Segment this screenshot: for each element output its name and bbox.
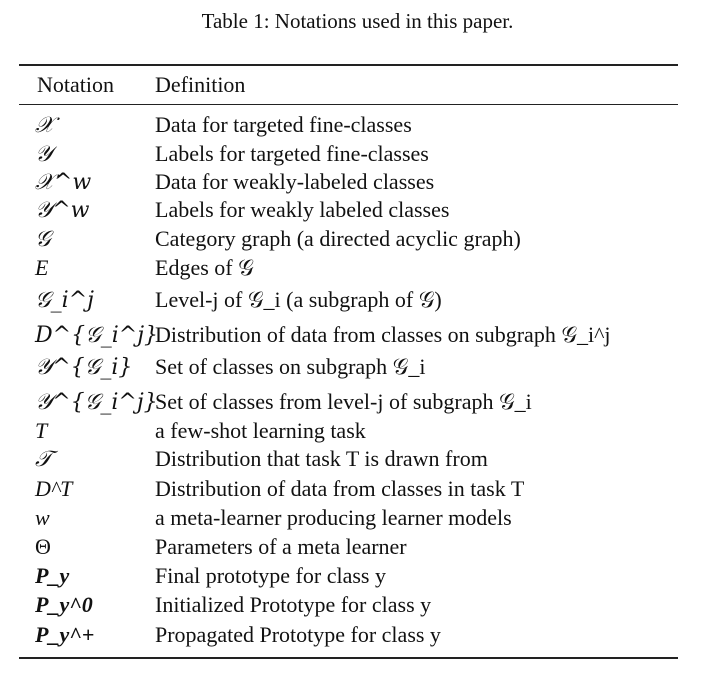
table-row bbox=[0, 622, 715, 652]
table-row bbox=[0, 476, 715, 506]
definition-cell: a meta-learner producing learner models bbox=[155, 505, 512, 530]
table-row bbox=[0, 287, 715, 317]
table-row bbox=[0, 592, 715, 622]
table-row bbox=[0, 112, 715, 142]
table-row bbox=[0, 197, 715, 227]
definition-cell: Distribution of data from classes on subgraph 𝒢_i^j bbox=[155, 322, 611, 347]
notation-cell: 𝒴^{𝒢_i^j} bbox=[35, 390, 158, 415]
notation-cell: E bbox=[35, 255, 49, 280]
definition-cell: Distribution that task T is drawn from bbox=[155, 446, 488, 471]
notation-cell: 𝒳 bbox=[35, 113, 54, 138]
table-row bbox=[0, 389, 715, 419]
notation-cell: 𝒴 bbox=[35, 142, 53, 167]
header-definition: Definition bbox=[155, 72, 246, 97]
definition-cell: Final prototype for class y bbox=[155, 563, 386, 588]
table-row bbox=[0, 505, 715, 535]
table-row bbox=[0, 322, 715, 352]
definition-cell: Distribution of data from classes in task T bbox=[155, 476, 525, 501]
table-row bbox=[0, 446, 715, 476]
notation-cell: 𝒯 bbox=[35, 447, 52, 472]
definition-cell: Data for weakly-labeled classes bbox=[155, 169, 435, 194]
notation-cell: 𝒢_i^j bbox=[35, 288, 94, 313]
definition-cell: Set of classes from level-j of subgraph 𝒢_i bbox=[155, 389, 532, 414]
notation-cell: P_y^0 bbox=[35, 592, 93, 617]
definition-cell: Level-j of 𝒢_i (a subgraph of 𝒢) bbox=[155, 287, 442, 312]
definition-cell: Initialized Prototype for class y bbox=[155, 592, 432, 617]
notation-cell: D^T bbox=[35, 476, 73, 501]
notation-cell: 𝒳^w bbox=[35, 170, 92, 195]
notation-cell: D^{𝒢_i^j} bbox=[35, 323, 159, 348]
notation-cell: T bbox=[35, 418, 48, 443]
definition-cell: Edges of 𝒢 bbox=[155, 255, 254, 280]
table-row bbox=[0, 226, 715, 256]
table-row bbox=[0, 354, 715, 384]
table-row bbox=[0, 255, 715, 285]
notation-cell: Θ bbox=[35, 534, 51, 559]
notation-cell: 𝒴^w bbox=[35, 198, 90, 223]
top-rule bbox=[19, 64, 678, 66]
definition-cell: Parameters of a meta learner bbox=[155, 534, 407, 559]
table-row bbox=[0, 563, 715, 593]
table-caption: Table 1: Notations used in this paper. bbox=[201, 9, 514, 33]
notation-cell: P_y^+ bbox=[35, 622, 95, 647]
table-row bbox=[0, 534, 715, 564]
bottom-rule bbox=[19, 657, 678, 659]
notation-cell: 𝒴^{𝒢_i} bbox=[35, 355, 133, 380]
definition-cell: Set of classes on subgraph 𝒢_i bbox=[155, 354, 426, 379]
definition-cell: Category graph (a directed acyclic graph) bbox=[155, 226, 521, 251]
header-rule bbox=[19, 104, 678, 105]
table-row bbox=[0, 169, 715, 199]
definition-cell: Labels for targeted fine-classes bbox=[155, 141, 429, 166]
header-notation: Notation bbox=[37, 72, 114, 97]
definition-cell: Labels for weakly labeled classes bbox=[155, 197, 450, 222]
definition-cell: Propagated Prototype for class y bbox=[155, 622, 441, 647]
table-row bbox=[0, 418, 715, 448]
notation-cell: w bbox=[35, 505, 50, 530]
table-row bbox=[0, 141, 715, 171]
definition-cell: Data for targeted fine-classes bbox=[155, 112, 412, 137]
definition-cell: a few-shot learning task bbox=[155, 418, 366, 443]
notation-cell: 𝒢 bbox=[35, 227, 51, 252]
notation-cell: P_y bbox=[35, 563, 70, 588]
